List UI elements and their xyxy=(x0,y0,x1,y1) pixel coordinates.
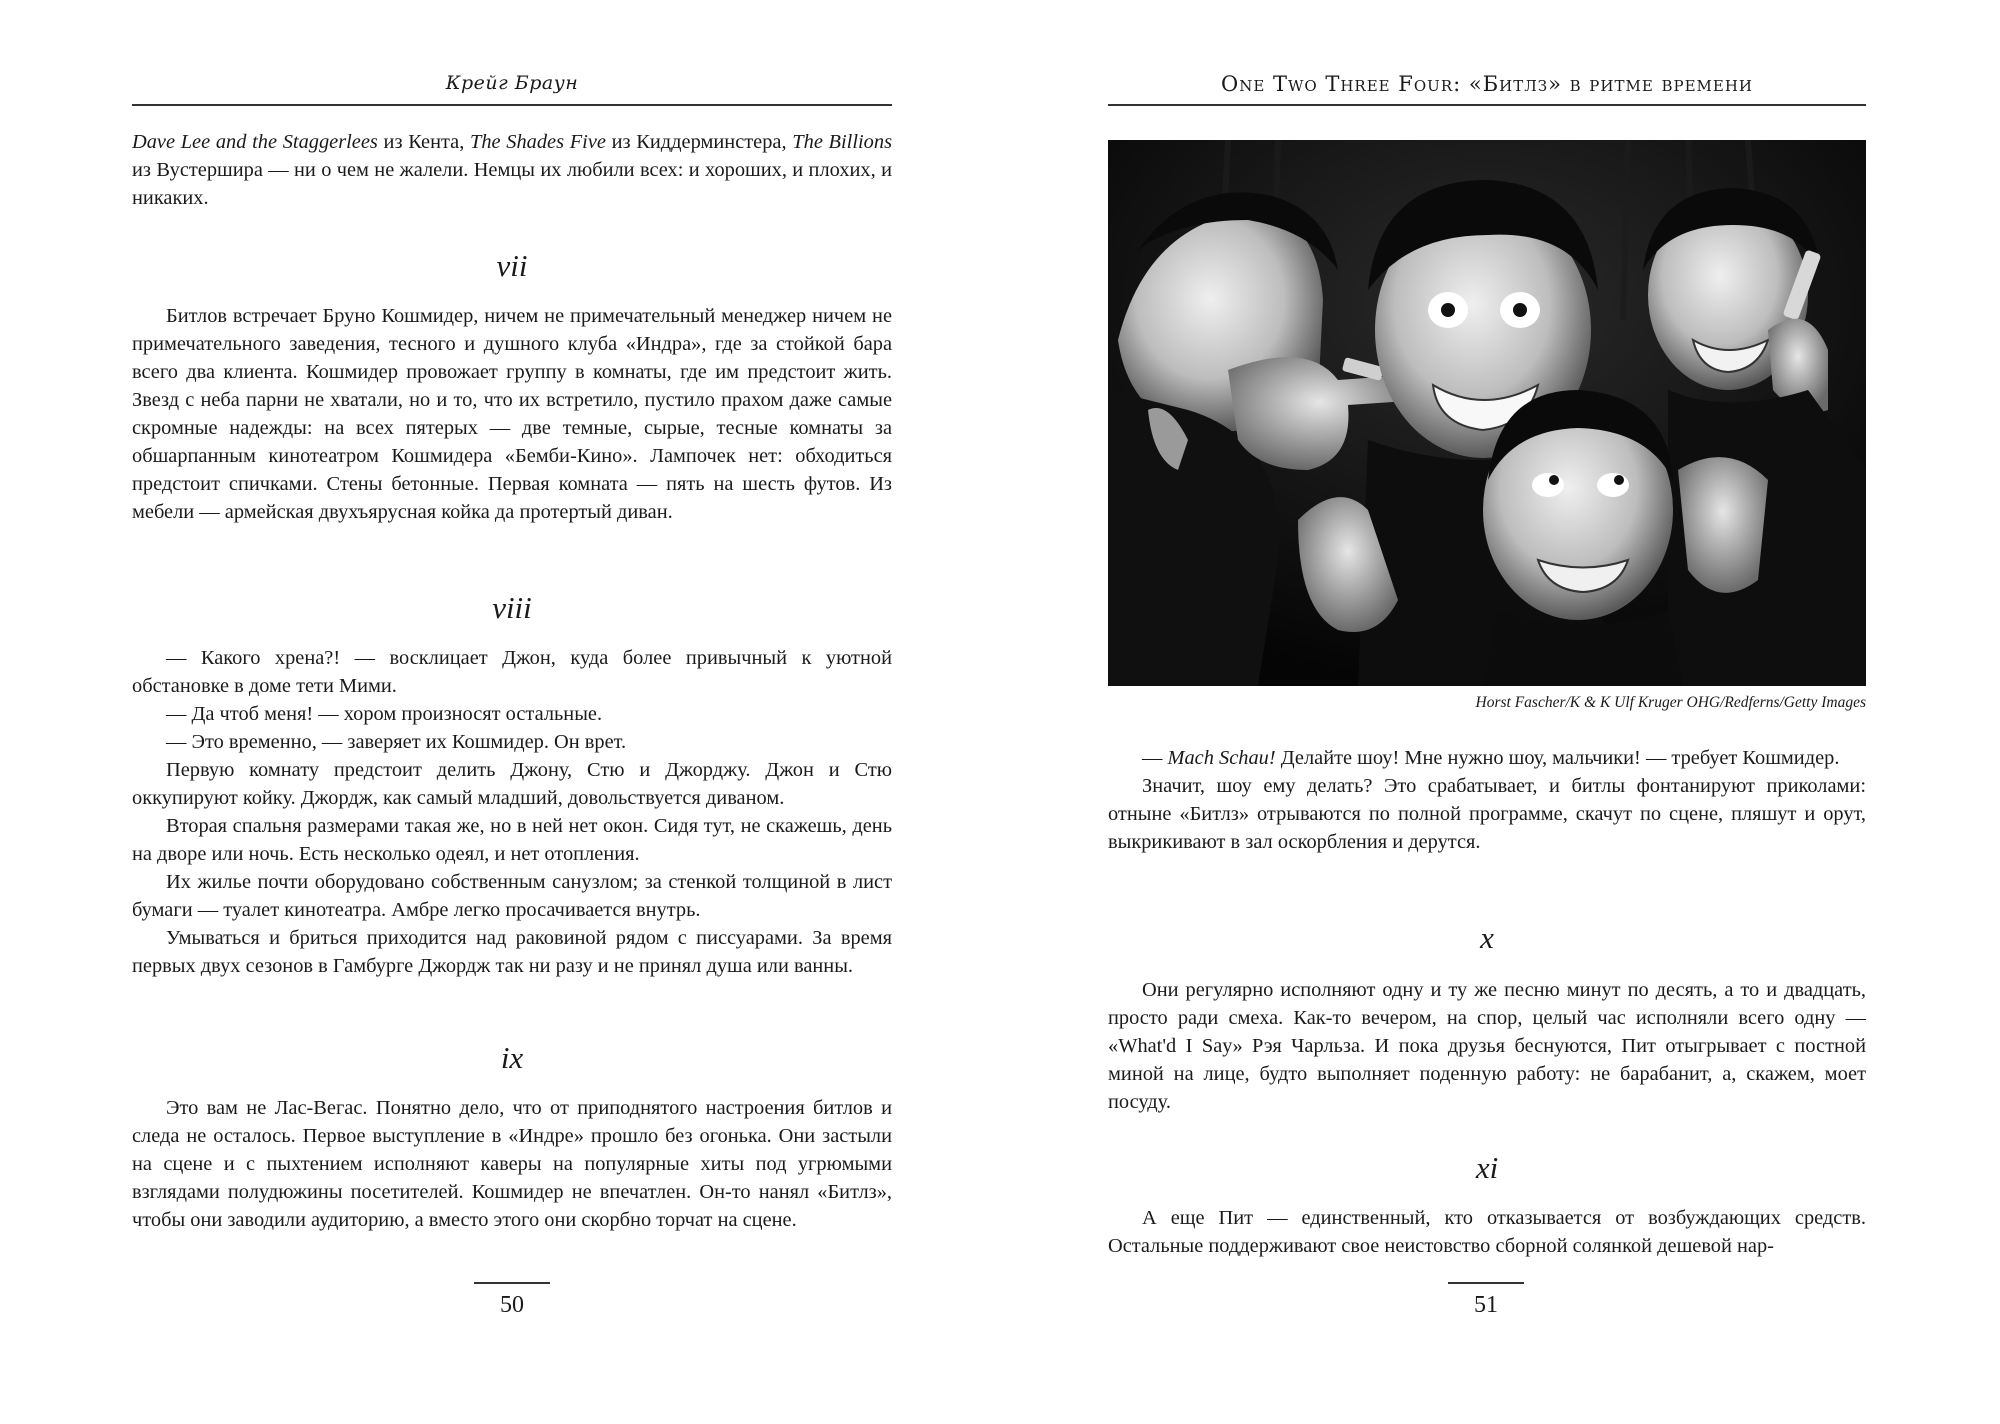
italic-band-name: The Billions xyxy=(792,131,892,153)
opening-paragraph xyxy=(132,128,892,212)
page-number-right: 51 xyxy=(1474,1292,1498,1318)
paragraph-rest: Делайте шоу! Мне нужно шоу, мальчики! — требует Кошмидер. xyxy=(1275,747,1840,769)
section-number-vii: vii xyxy=(496,248,528,283)
band-photo-image xyxy=(1108,140,1866,686)
section-vii-body xyxy=(132,302,892,526)
header-rule-right xyxy=(1108,104,1866,106)
paragraph: Это вам не Лас-Вегас. Понятно дело, что от приподнятого настроения битлов и следа не осталось. Первое выступление в «Индре» прошло без огонька. Они застыли на сцене и с пыхтением исполняют каверы на популярные хиты под угрюмыми взглядами полудюжины посетителей. Кошмидер не впечатлен. Он-то нанял «Битлз», чтобы они заводили аудиторию, а вместо этого они скорбно торчат на сцене. xyxy=(132,1097,892,1231)
section-number-xi: xi xyxy=(1475,1150,1499,1185)
paragraph: — Да чтоб меня! — хором произносят остальные. xyxy=(166,703,603,725)
folio-rule-right xyxy=(1448,1282,1524,1284)
italic-band-name: The Shades Five xyxy=(470,131,606,153)
paragraph: — Какого хрена?! — восклицает Джон, куда более привычный к уютной обстановке в доме тети Мими. xyxy=(132,647,892,697)
paragraph: Первую комнату предстоит делить Джону, Стю и Джорджу. Джон и Стю оккупируют койку. Джордж, как самый младший, довольствуется диваном. xyxy=(132,759,892,809)
text-run: из Кента, xyxy=(377,131,470,153)
left-page xyxy=(132,0,892,1424)
paragraph: Битлов встречает Бруно Кошмидер, ничем не примечательный менеджер ничем не примечательного заведения, тесного и душного клуба «Индра», где за стойкой бара всего два клиента. Кошмидер провожает группу в комнаты, где им предстоит жить. Звезд с неба парни не хватали, но и то, что их встретило, пустило прахом даже самые скромные надежды: на всех пятерых — две темные, сырые, тесные комнаты за обшарпанным кинотеатром Кошмидера «Бемби-Кино». Лампочек нет: обходиться предстоит спичками. Стены бетонные. Первая комната — пять на шесть футов. Из мебели — армейская двухъярусная койка да протертый диван. xyxy=(132,305,892,523)
photo-caption: Horst Fascher/K & K Ulf Kruger OHG/Redferns/Getty Images xyxy=(1475,694,1866,711)
text-run: из Киддерминстера, xyxy=(605,131,793,153)
folio-rule-left xyxy=(474,1282,550,1284)
paragraph: Значит, шоу ему делать? Это срабатывает, и битлы фонтанируют приколами: отныне «Битлз» отрываются по полной программе, скачут по сцене, пляшут и орут, выкрикивают в зал оскорбления и дерутся. xyxy=(1108,775,1866,853)
section-number-x: x xyxy=(1480,920,1494,955)
italic-phrase: Mach Schau! xyxy=(1167,747,1276,769)
running-head-right: One Two Three Four: «Битлз» в ритме времени xyxy=(1220,72,1754,96)
paragraph: — Это временно, — заверяет их Кошмидер. Он врет. xyxy=(166,731,627,753)
band-photo xyxy=(1108,140,1866,686)
opening-paragraph-text xyxy=(132,128,892,212)
paragraph: Их жилье почти оборудовано собственным санузлом; за стенкой толщиной в лист бумаги — туалет кинотеатра. Амбре легко просачивается внутрь. xyxy=(132,871,892,921)
section-number-viii: viii xyxy=(492,590,532,625)
page-number-left: 50 xyxy=(500,1292,524,1318)
after-photo-body xyxy=(1108,744,1866,856)
section-number-ix: ix xyxy=(500,1040,524,1075)
dash: — xyxy=(1142,747,1168,769)
header-rule-left xyxy=(132,104,892,106)
paragraph: Вторая спальня размерами такая же, но в ней нет окон. Сидя тут, не скажешь, день на дворе или ночь. Есть несколько одеял, и нет отопления. xyxy=(132,815,892,865)
section-x-body xyxy=(1108,976,1866,1116)
paragraph: Умываться и бриться приходится над раковиной рядом с писсуарами. За время первых двух сезонов в Гамбурге Джордж так ни разу и не принял душа или ванны. xyxy=(132,927,892,977)
section-viii-body xyxy=(132,644,892,980)
italic-band-name: Dave Lee and the Staggerlees xyxy=(132,131,378,153)
running-head-left: Крейг Браун xyxy=(445,72,579,94)
paragraph: А еще Пит — единственный, кто отказывается от возбуждающих средств. Остальные поддерживают свое неистовство сборной солянкой дешевой нар- xyxy=(1108,1207,1866,1257)
text-run: из Вустершира — ни о чем не жалели. Немцы их любили всех: и хороших, и плохих, и никаких. xyxy=(132,159,892,209)
paragraph xyxy=(1108,744,1866,772)
paragraph: Они регулярно исполняют одну и ту же песню минут по десять, а то и двадцать, просто ради смеха. Как-то вечером, на спор, целый час исполняли всего одну — «What'd I Say» Рэя Чарльза. И пока друзья беснуются, Пит отыгрывает с постной миной на лице, будто выполняет поденную работу: не барабанит, а, скажем, моет посуду. xyxy=(1108,979,1866,1113)
right-page xyxy=(1108,0,1866,1424)
section-xi-body xyxy=(1108,1204,1866,1260)
section-ix-body xyxy=(132,1094,892,1234)
